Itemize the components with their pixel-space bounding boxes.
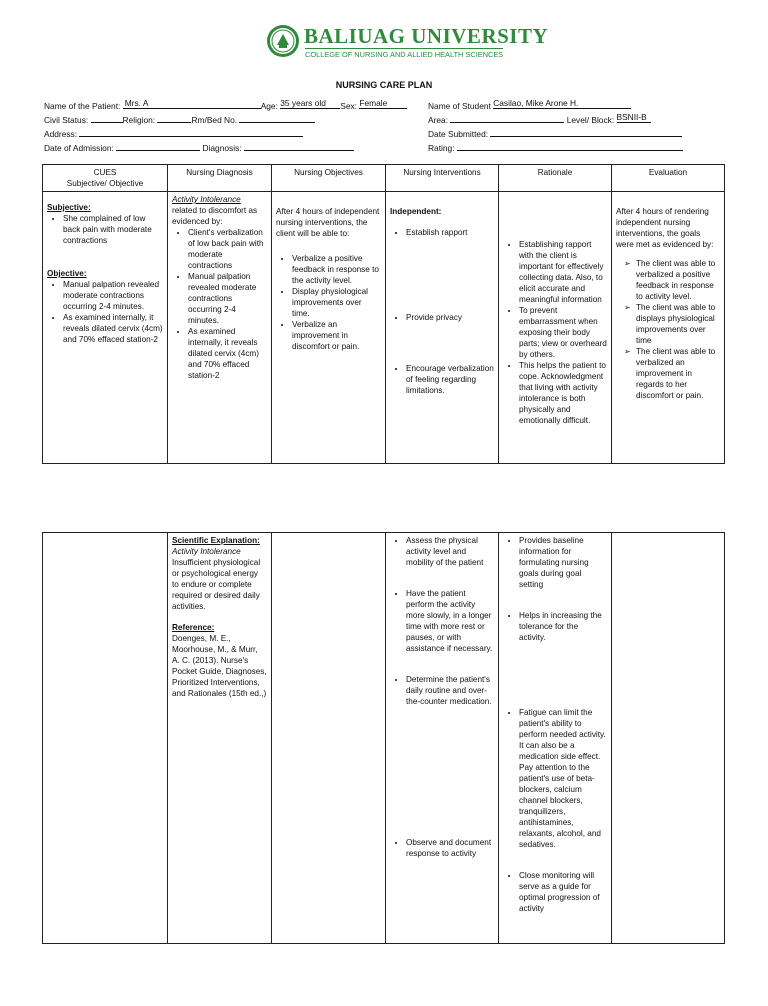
list-item: • Encourage verbalization of feeling regarding limitations. bbox=[406, 363, 494, 396]
objectives-intro: After 4 hours of independent nursing interventions, the client will be able to: bbox=[276, 207, 380, 238]
diagnosis-list bbox=[172, 227, 267, 381]
evaluation-intro: After 4 hours of rendering independent nursing interventions, the goals were met as evidenced by: bbox=[616, 207, 714, 249]
date-submitted-field bbox=[490, 128, 682, 137]
header-diagnosis: Nursing Diagnosis bbox=[168, 165, 272, 192]
reference-text: Doenges, M. E., Moorhouse, M., & Murr, A. C. (2013). Nurse's Pocket Guide, Diagnoses, Prioritized Interventions, and Rationales (15th ed.,) bbox=[172, 634, 267, 698]
objectives-list bbox=[276, 253, 381, 352]
list-item: • She complained of low back pain with moderate contractions bbox=[63, 213, 163, 246]
civil-status-row bbox=[44, 114, 315, 125]
objectives-cell bbox=[272, 192, 386, 464]
interventions-list-2 bbox=[390, 535, 494, 859]
empty-objectives-cell bbox=[272, 533, 386, 944]
independent-label: Independent: bbox=[390, 207, 442, 216]
list-item: • Fatigue can limit the patient's ability to perform needed activity. It can also be a medication side effect. Pay attention to the patient's use of beta-blockers, calcium channel blockers, tranquilizers, antihistamines, relaxants, alcohol, and sedatives. bbox=[519, 707, 607, 850]
header-objectives: Nursing Objectives bbox=[272, 165, 386, 192]
empty-cues-cell bbox=[43, 533, 168, 944]
level-label: Level/ Block: bbox=[566, 115, 615, 125]
list-item: • Have the patient perform the activity more slowly, in a longer time with more rest or pauses, or with assistance if necessary. bbox=[406, 588, 494, 654]
objective-label: Objective: bbox=[47, 269, 87, 278]
rating-label: Rating: bbox=[428, 143, 455, 153]
care-plan-table-1 bbox=[42, 164, 725, 464]
interventions-cell bbox=[386, 192, 499, 464]
patient-name-value: Mrs. A bbox=[124, 98, 149, 108]
list-item: • Client's verbalization of low back pain with moderate contractions bbox=[188, 227, 267, 271]
subjective-list bbox=[47, 213, 163, 246]
list-item: • This helps the patient to cope. Acknowledgment that living with activity intolerance is both physically and emotionally difficult. bbox=[519, 360, 607, 426]
diagnosis-term: Activity Intolerance bbox=[172, 195, 241, 204]
list-item: • As examined internally, it reveals dilated cervix (4cm) and 70% effaced station-2 bbox=[188, 326, 267, 381]
age-label: Age: bbox=[260, 101, 278, 111]
cues-cell bbox=[43, 192, 168, 464]
university-seal-icon bbox=[266, 24, 300, 58]
address-label: Address: bbox=[44, 129, 78, 139]
scientific-term: Activity Intolerance bbox=[172, 547, 241, 556]
header-rationale: Rationale bbox=[499, 165, 612, 192]
scientific-cell bbox=[168, 533, 272, 944]
list-item: • Helps in increasing the tolerance for the activity. bbox=[519, 610, 607, 643]
table-body-row bbox=[43, 192, 725, 464]
list-item: • Observe and document response to activity bbox=[406, 837, 494, 859]
patient-name-label: Name of the Patient: bbox=[44, 101, 121, 111]
civil-status-field bbox=[91, 114, 123, 123]
interventions-cell-2 bbox=[386, 533, 499, 944]
subjective-label: Subjective: bbox=[47, 203, 91, 212]
religion-label: Religion: bbox=[122, 115, 156, 125]
admission-row bbox=[44, 142, 354, 153]
college-name: COLLEGE OF NURSING AND ALLIED HEALTH SCIENCES bbox=[305, 50, 504, 59]
student-name-label: Name of Student bbox=[428, 101, 491, 111]
evaluation-cell bbox=[612, 192, 725, 464]
objective-list bbox=[47, 279, 163, 345]
list-item: • Manual palpation revealed moderate contractions occurring 2-4 minutes. bbox=[63, 279, 163, 312]
rating-field bbox=[457, 142, 683, 151]
diagnosis-label: Diagnosis: bbox=[202, 143, 242, 153]
rationale-list-2 bbox=[503, 535, 607, 914]
sex-field bbox=[359, 100, 407, 109]
admission-label: Date of Admission: bbox=[44, 143, 114, 153]
header-interventions: Nursing Interventions bbox=[386, 165, 499, 192]
rationale-list bbox=[503, 239, 607, 426]
level-value: BSNII-B bbox=[616, 112, 647, 122]
area-row bbox=[428, 114, 651, 125]
sex-label: Sex: bbox=[340, 101, 358, 111]
scientific-text: Insufficient physiological or psychological energy to endure or complete required or desired daily activities. bbox=[172, 558, 261, 611]
document-title: NURSING CARE PLAN bbox=[335, 80, 433, 90]
header-cues: CUES Subjective/ Objective bbox=[43, 165, 168, 192]
table-header-row bbox=[43, 165, 725, 192]
list-item: • Determine the patient's daily routine and over-the-counter medication. bbox=[406, 674, 494, 707]
list-item: • Verbalize a positive feedback in response to the activity level. bbox=[292, 253, 381, 286]
list-item: • Establishing rapport with the client is important for effectively collecting data. Also, to elicit accurate and meaningful information bbox=[519, 239, 607, 305]
list-item: • Verbalize an improvement in discomfort or pain. bbox=[292, 319, 381, 352]
empty-evaluation-cell bbox=[612, 533, 725, 944]
document-header bbox=[0, 22, 768, 62]
rm-bed-field bbox=[239, 114, 315, 123]
list-item: • Provide privacy bbox=[406, 312, 494, 323]
student-name-field bbox=[493, 100, 631, 109]
area-label: Area: bbox=[428, 115, 449, 125]
civil-status-label: Civil Status: bbox=[44, 115, 89, 125]
care-plan-table-2 bbox=[42, 532, 725, 944]
age-field bbox=[280, 100, 340, 109]
list-item: • Establish rapport bbox=[406, 227, 494, 238]
list-item: • Close monitoring will serve as a guide for optimal progression of activity bbox=[519, 870, 607, 914]
patient-name-row bbox=[44, 100, 407, 111]
list-item: • Display physiological improvements over time. bbox=[292, 286, 381, 319]
diagnosis-cell bbox=[168, 192, 272, 464]
date-submitted-row bbox=[428, 128, 682, 139]
age-value: 35 years old bbox=[280, 98, 326, 108]
address-row bbox=[44, 128, 303, 139]
list-item: • As examined internally, it reveals dilated cervix (4cm) and 70% effaced station-2 bbox=[63, 312, 163, 345]
list-item: ➢ The client was able to verbalized an improvement in regards to her discomfort or pain. bbox=[636, 346, 720, 401]
evaluation-list bbox=[616, 258, 720, 401]
area-field bbox=[450, 114, 564, 123]
date-submitted-label: Date Submitted: bbox=[428, 129, 489, 139]
reference-label: Reference: bbox=[172, 623, 215, 632]
diagnosis-field bbox=[244, 142, 354, 151]
patient-name-field bbox=[123, 100, 261, 109]
list-item: • Manual palpation revealed moderate contractions occurring 2-4 minutes. bbox=[188, 271, 267, 326]
header-evaluation: Evaluation bbox=[612, 165, 725, 192]
student-name-row bbox=[428, 100, 631, 111]
rm-bed-label: Rm/Bed No. bbox=[191, 115, 238, 125]
admission-field bbox=[116, 142, 200, 151]
list-item: • To prevent embarrassment when exposing their body parts; view or overheard by others. bbox=[519, 305, 607, 360]
list-item: • Assess the physical activity level and mobility of the patient bbox=[406, 535, 494, 568]
student-name-value: Casilao, Mike Arone H. bbox=[493, 98, 579, 108]
level-field bbox=[617, 114, 651, 123]
religion-field bbox=[157, 114, 191, 123]
diagnosis-text: related to discomfort as evidenced by: bbox=[172, 206, 258, 226]
list-item: • Provides baseline information for formulating nursing goals during goal setting bbox=[519, 535, 607, 590]
sex-value: Female bbox=[359, 98, 388, 108]
interventions-list bbox=[390, 227, 494, 396]
table-body-row bbox=[43, 533, 725, 944]
list-item: ➢ The client was able to displays physiological improvements over time bbox=[636, 302, 720, 346]
scientific-label: Scientific Explanation: bbox=[172, 536, 260, 545]
university-name: BALIUAG UNIVERSITY bbox=[304, 24, 549, 48]
rationale-cell bbox=[499, 192, 612, 464]
address-field bbox=[79, 128, 303, 137]
list-item: ➢ The client was able to verbalized a positive feedback in response to activity level. bbox=[636, 258, 720, 302]
rating-row bbox=[428, 142, 683, 153]
rationale-cell-2 bbox=[499, 533, 612, 944]
